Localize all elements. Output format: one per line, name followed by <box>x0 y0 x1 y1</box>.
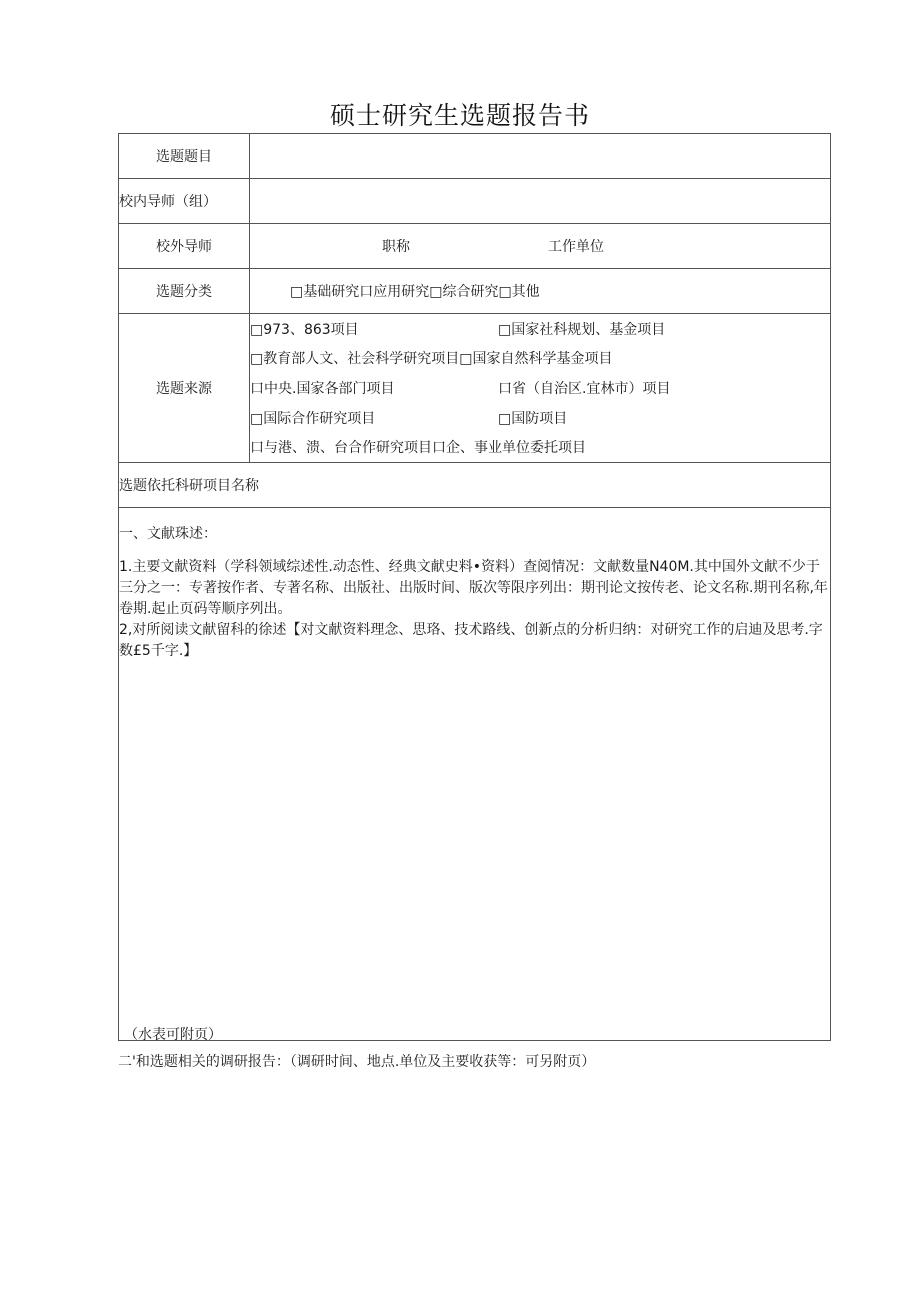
internal-advisor-label: 校内导师（组） <box>119 179 250 224</box>
report-form-table <box>118 133 831 1041</box>
review-paragraph-2: 2,对所阅读文献留科的徐述【对文献资料理念、思珞、技术路线、创新点的分析归纳：对研究工作的启迪及思考.字数£5千字.】 <box>119 621 823 659</box>
project-name-row <box>119 462 831 507</box>
document-title: 硕士研究生选题报告书 <box>329 101 590 130</box>
external-title-label: 职称 <box>382 239 410 255</box>
survey-report-heading: 二'和选题相关的调研报告：（调研时间、地点.单位及主要收获等：可另附页） <box>118 1054 596 1070</box>
external-advisor-field[interactable] <box>250 224 831 269</box>
review-paragraph-1: 1.主要文献资料（学科领域综述性.动态性、经典文献史料•资料）查阅情况：文献数量N40M.其中国外文献不少于三分之一：专著按作者、专著名称、出版社、出版时间、版次等限序列出：期刊论文按传老、论文名称.期刊名称,年卷期.起止页码等顺序列出。 <box>119 558 828 617</box>
source-option-central-ministries[interactable]: 口中央.国家各部门项目 <box>250 380 395 397</box>
source-option-defense[interactable]: □国防项目 <box>498 410 568 427</box>
external-unit-label: 工作单位 <box>548 239 604 255</box>
project-name-label: 选题依托科研项目名称 <box>119 462 831 507</box>
topic-field[interactable] <box>250 134 831 179</box>
source-label: 选题来源 <box>119 314 250 463</box>
literature-review-row <box>119 507 831 1040</box>
internal-advisor-row <box>119 179 831 224</box>
source-row <box>119 314 831 463</box>
topic-row <box>119 134 831 179</box>
source-option-973-863[interactable]: □973、863项目 <box>250 321 359 338</box>
source-option-provincial[interactable]: 口省（自治区.宜林市）项目 <box>498 380 671 397</box>
attachment-note: （水表可附页） <box>124 1027 222 1043</box>
source-option-hk-macao-taiwan-enterprise[interactable]: 口与港、溃、台合作研究项目口企、事业单位委托项目 <box>250 440 586 457</box>
category-row <box>119 269 831 314</box>
category-options[interactable] <box>250 269 831 314</box>
category-options-text: □基础研究口应用研究□综合研究□其他 <box>290 284 540 300</box>
source-option-international[interactable]: □国际合作研究项目 <box>250 410 376 427</box>
category-label: 选题分类 <box>119 269 250 314</box>
external-advisor-row <box>119 224 831 269</box>
literature-review-cell[interactable] <box>119 507 831 1040</box>
external-advisor-label: 校外导师 <box>119 224 250 269</box>
review-heading: 一、文献珠述： <box>119 525 217 542</box>
internal-advisor-field[interactable] <box>250 179 831 224</box>
topic-label: 选题题目 <box>119 134 250 179</box>
source-options <box>250 314 831 463</box>
source-option-social-science-fund[interactable]: □国家社科规划、基金项目 <box>498 321 666 338</box>
source-option-education-ministry-nsfc[interactable]: □教育部人文、社会科学研究项目□国家自然科学基金项目 <box>250 351 613 368</box>
